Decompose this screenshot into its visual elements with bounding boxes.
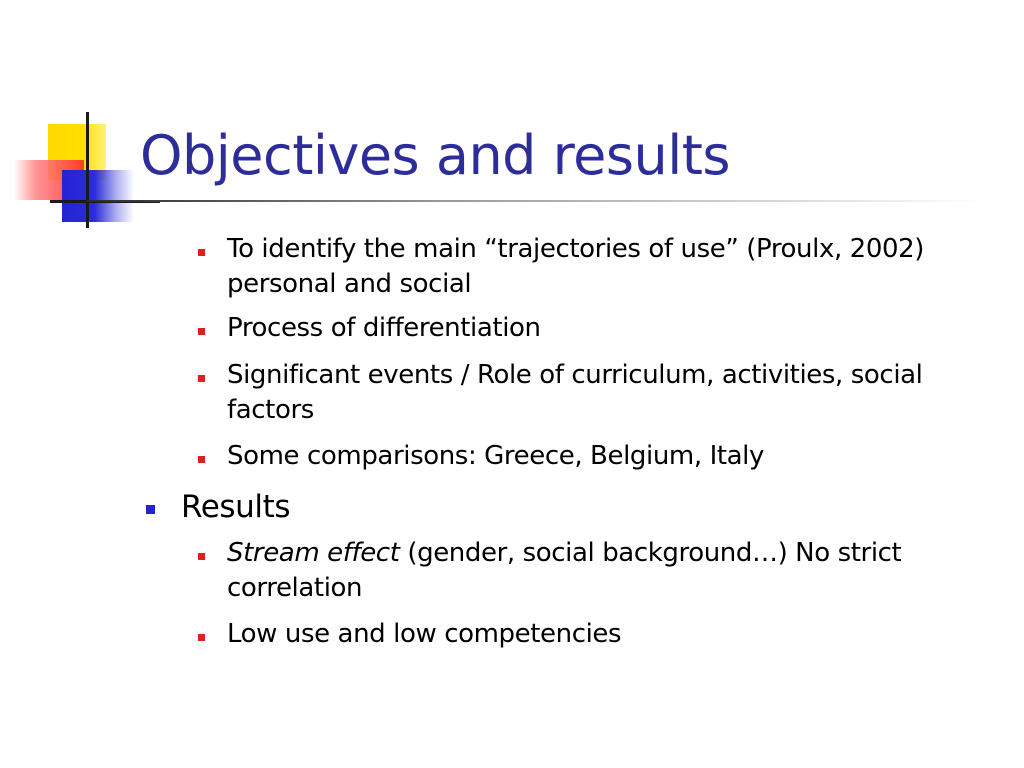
objective-item: To identify the main “trajectories of use” (Proulx, 2002) personal and social bbox=[227, 234, 924, 299]
result-item-italic: Stream effect bbox=[227, 538, 400, 568]
objective-item: Process of differentiation bbox=[227, 313, 541, 343]
objective-item: Some comparisons: Greece, Belgium, Italy bbox=[227, 441, 764, 471]
square-bullet-icon bbox=[198, 634, 205, 641]
result-item bbox=[227, 536, 987, 606]
square-bullet-icon bbox=[198, 328, 205, 335]
objective-item: Significant events / Role of curriculum, activities, social factors bbox=[227, 360, 923, 425]
result-item-text: (gender, social background…) No strict correlation bbox=[227, 538, 902, 603]
results-heading: Results bbox=[181, 489, 291, 525]
square-bullet-icon bbox=[198, 249, 205, 256]
result-item: Low use and low competencies bbox=[227, 619, 622, 649]
slide-title: Objectives and results bbox=[140, 124, 731, 187]
square-bullet-icon bbox=[198, 456, 205, 463]
square-bullet-icon bbox=[198, 375, 205, 382]
square-bullet-icon bbox=[198, 553, 205, 560]
square-bullet-icon bbox=[146, 505, 155, 514]
